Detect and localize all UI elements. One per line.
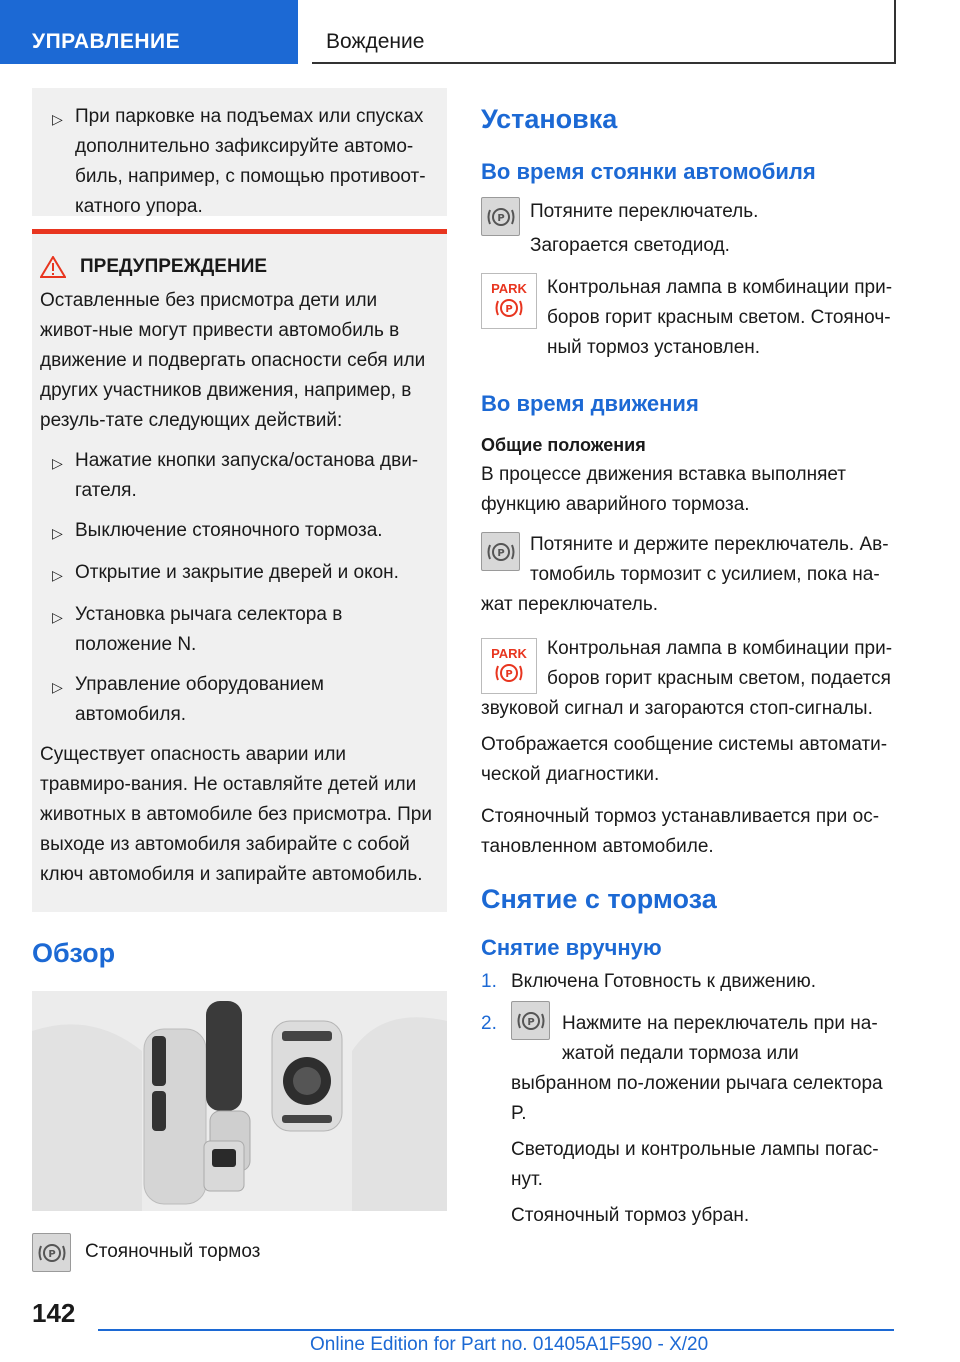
svg-text:P: P bbox=[496, 212, 505, 224]
console-illustration bbox=[32, 991, 447, 1211]
footer-divider bbox=[98, 1329, 894, 1331]
photo-caption: Стояночный тормоз bbox=[85, 1241, 261, 1262]
general-text: В процессе движения вставка выполняет функцию аварийного тормоза. bbox=[481, 464, 846, 515]
step2-result-b: Стояночный тормоз убран. bbox=[511, 1205, 750, 1226]
overview-heading: Обзор bbox=[32, 938, 116, 968]
caption-row bbox=[32, 1233, 447, 1272]
list-item: ▷ Установка рычага селектора в положение N. bbox=[40, 600, 439, 660]
warning-box bbox=[32, 229, 447, 912]
center-console-photo bbox=[32, 991, 447, 1211]
chapter-title: Вождение bbox=[326, 30, 425, 53]
chapter-header bbox=[312, 0, 896, 64]
warning-triangle-icon bbox=[40, 256, 66, 278]
list-item: 2. P Нажмите на переключатель при на-жатой педали тормоза или выбранном по-ложении рычага селектора P. Светодиоды и контрольные лампы погас-нут. Стояночный тормоз убран. bbox=[481, 1009, 896, 1231]
triangle-bullet-icon: ▷ bbox=[52, 525, 63, 541]
right-column bbox=[481, 88, 896, 1231]
list-item: ▷ Открытие и закрытие дверей и окон. bbox=[40, 558, 439, 590]
parked-lamp-row bbox=[481, 273, 896, 363]
warning-intro: Оставленные без присмотра дети или живот-ные могут привести автомобиль в движение и подвергать опасности себя или других участников движения, например, в резуль-тате следующих действий: bbox=[40, 290, 426, 431]
parked-heading: Во время стоянки автомобиля bbox=[481, 159, 816, 184]
parked-set-text: Стояночный тормоз устанавливается при ос-тановленном автомобиле. bbox=[481, 806, 880, 857]
step2-result-a: Светодиоды и контрольные лампы погас-нут. bbox=[511, 1139, 879, 1190]
driving-lamp-block bbox=[481, 634, 896, 724]
parking-brake-switch-icon bbox=[32, 1233, 71, 1272]
list-item: ▷ При парковке на подъемах или спусках дополнительно зафиксируйте автомо-биль, например, с помощью противоот-катного упора. bbox=[40, 102, 437, 222]
svg-text:P: P bbox=[496, 547, 505, 559]
parked-step2: Загорается светодиод. bbox=[530, 235, 730, 256]
parking-brake-switch-icon bbox=[511, 1001, 550, 1040]
list-item: 1. Включена Готовность к движению. bbox=[481, 971, 816, 992]
edition-text: Online Edition for Part no. 01405A1F590 - X/20 bbox=[310, 1334, 709, 1355]
warning-title: ПРЕДУПРЕЖДЕНИЕ bbox=[40, 256, 439, 278]
section-tab bbox=[0, 0, 298, 64]
svg-text:P: P bbox=[526, 1016, 535, 1028]
general-heading: Общие положения bbox=[481, 435, 646, 455]
install-heading: Установка bbox=[481, 104, 618, 134]
step2-text: Нажмите на переключатель при на-жатой педали тормоза или выбранном по-ложении рычага селектора P. bbox=[511, 1013, 883, 1124]
driving-pull-block bbox=[481, 530, 896, 620]
parked-step bbox=[481, 197, 896, 261]
svg-text:P: P bbox=[47, 1248, 56, 1260]
triangle-bullet-icon: ▷ bbox=[52, 609, 63, 625]
manual-release-heading: Снятие вручную bbox=[481, 935, 662, 960]
parking-brake-switch-icon bbox=[481, 532, 520, 571]
svg-text:P: P bbox=[505, 669, 513, 680]
driving-pull-text: Потяните и держите переключатель. Ав-томобиль тормозит с усилием, пока на-жат переключатель. bbox=[481, 534, 889, 615]
triangle-bullet-icon: ▷ bbox=[52, 567, 63, 583]
release-heading: Снятие с тормоза bbox=[481, 884, 717, 914]
triangle-bullet-icon: ▷ bbox=[52, 111, 63, 127]
warning-outro: Существует опасность аварии или травмиро-вания. Не оставляйте детей или животных в автомобиле без присмотра. При выходе из автомобиля забирайте с собой ключ автомобиля и запирайте автомобиль. bbox=[40, 744, 432, 885]
triangle-bullet-icon: ▷ bbox=[52, 455, 63, 471]
list-item: ▷ Управление оборудованием автомобиля. bbox=[40, 670, 439, 730]
parking-brake-switch-icon bbox=[481, 197, 520, 236]
driving-heading: Во время движения bbox=[481, 391, 699, 416]
list-item: ▷ Выключение стояночного тормоза. bbox=[40, 516, 439, 548]
left-column bbox=[32, 88, 447, 1272]
parked-lamp-text: Контрольная лампа в комбинации при-боров горит красным светом. Стояноч-ный тормоз установлен. bbox=[547, 277, 893, 358]
driving-lamp-text: Контрольная лампа в комбинации при-боров горит красным светом, подается звуковой сигнал и загораются стоп-сигналы. bbox=[481, 638, 893, 719]
park-warning-lamp-icon: PARK P bbox=[481, 638, 537, 694]
svg-text:P: P bbox=[505, 304, 513, 315]
parking-slope-note bbox=[32, 88, 447, 216]
parked-step1: Потяните переключатель. bbox=[530, 201, 759, 222]
list-item: ▷ Нажатие кнопки запуска/останова дви-гателя. bbox=[40, 446, 439, 506]
park-warning-lamp-icon: PARK P bbox=[481, 273, 537, 329]
page-number: 142 bbox=[32, 1298, 76, 1328]
triangle-bullet-icon: ▷ bbox=[52, 679, 63, 695]
diagnostics-text: Отображается сообщение системы автомати-ческой диагностики. bbox=[481, 734, 888, 785]
section-title: УПРАВЛЕНИЕ bbox=[32, 30, 181, 53]
